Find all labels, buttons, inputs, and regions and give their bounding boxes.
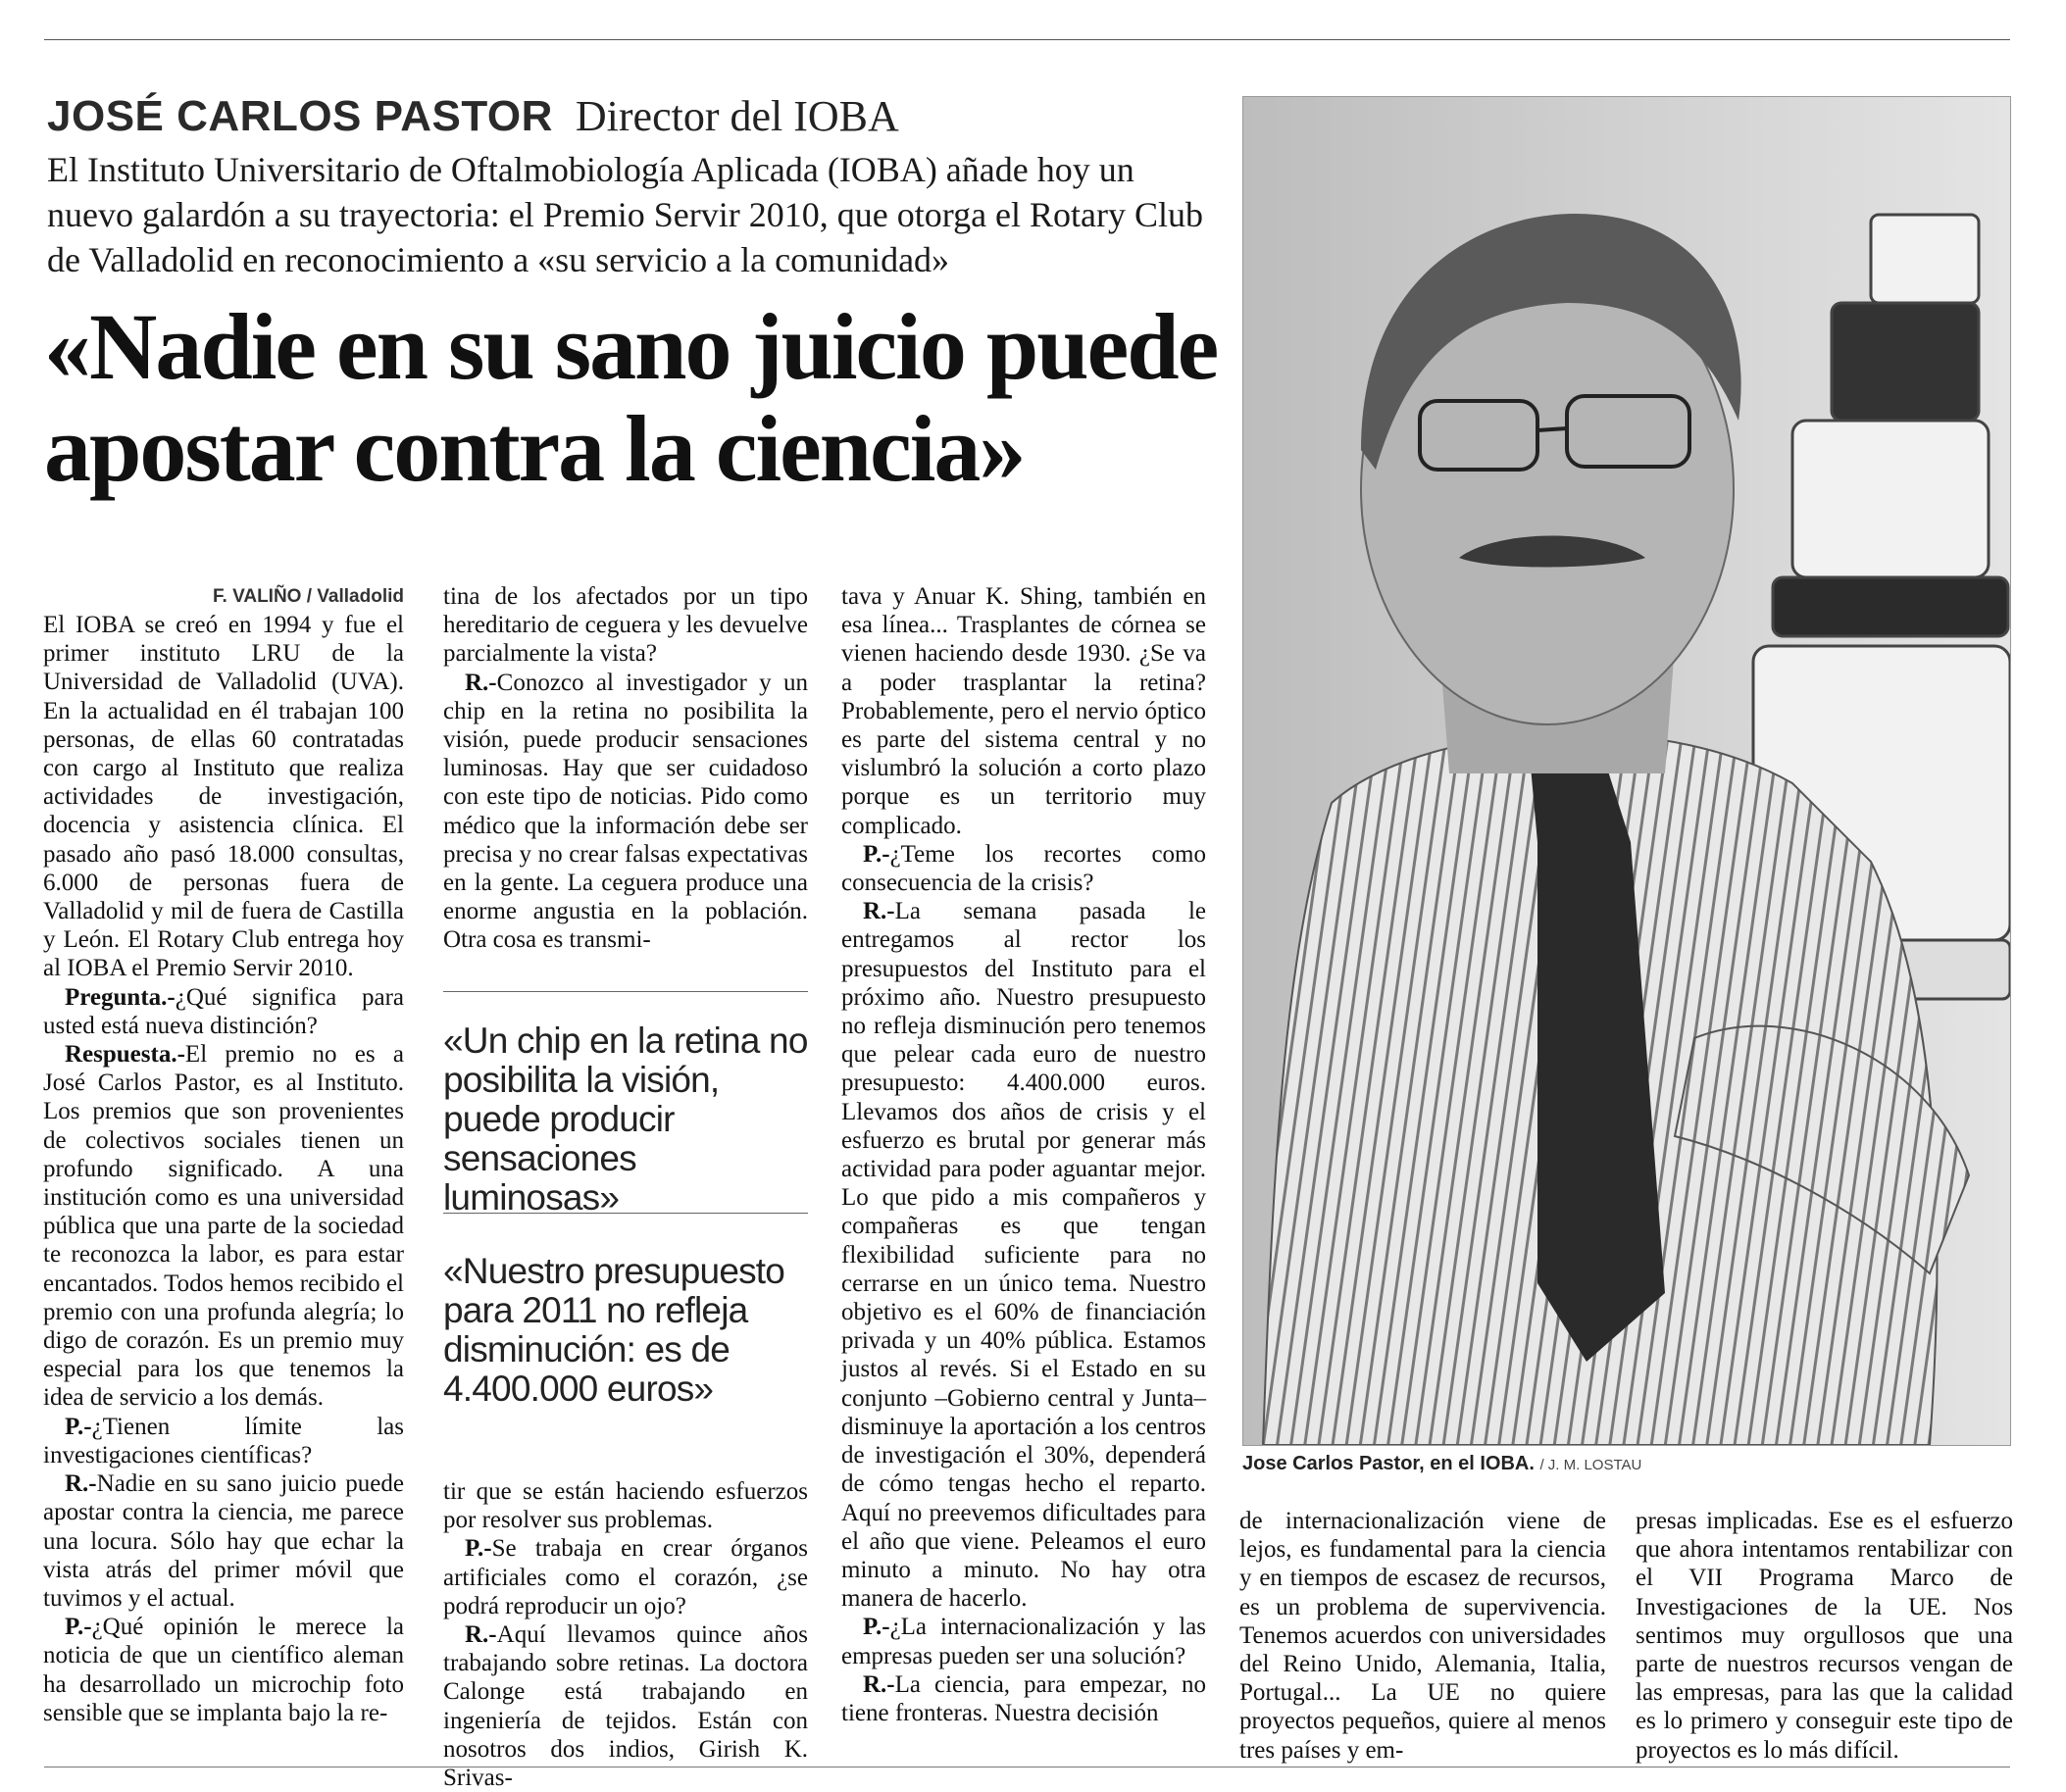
question — [443, 1534, 808, 1620]
answer-text: Nadie en su sano juicio puede apostar contra la ciencia, me parece una locura. Sólo hay que echar la vista atrás del primer móvil que tuvimos y el actual. — [43, 1470, 404, 1612]
column-4 — [1239, 1507, 1606, 1765]
answer-text: La semana pasada le entregamos al rector los presupuestos del Instituto para el próximo año. Nuestro presupuesto no refleja disminución pero tenemos que pelear cada euro de nuestro presupuesto: 4.400.000 euros. Llevamos dos años de crisis y el esfuerzo es brutal por generar más actividad para poder aguantar mejor. Lo que pido a mis compañeros y compañeras es que tengan flexibilidad suficiente para no cerrarse en un único tema. Nuestro objetivo es el 60% de financiación privada y un 40% pública. Estamos justos al revés. Si el Estado en su conjunto –Gobierno central y Junta– disminuye la aportación a los centros de investigación el 30%, dependerá de cómo tengas hecho el reparto. Aquí no preevemos dificultades para el año que viene. Peleamos el euro minuto a minuto. No hay otra manera de hacerlo. — [841, 898, 1206, 1613]
question — [43, 983, 404, 1040]
article-header — [47, 90, 1209, 282]
question — [841, 1613, 1206, 1669]
paragraph: tina de los afectados por un tipo hereditario de ceguera y les devuelve parcialmente la vista? — [443, 583, 808, 668]
column-1 — [43, 582, 404, 1727]
pull-quote-rule — [443, 991, 808, 992]
interviewee-role: Director del IOBA — [575, 92, 899, 140]
photo-caption — [1242, 1453, 2009, 1475]
answer-label: R.- — [65, 1470, 97, 1498]
paragraph: tir que se están haciendo esfuerzos por resolver sus problemas. — [443, 1478, 808, 1534]
answer — [841, 897, 1206, 1613]
answer — [43, 1469, 404, 1613]
question-text: ¿Qué opinión le merece la noticia de que un científico aleman ha desarrollado un microchip foto sensible que se implanta bajo la re- — [43, 1614, 404, 1726]
answer-text: El premio no es a José Carlos Pastor, es al Instituto. Los premios que son provenientes de colectivos sociales tienen un profundo significado. A una institución como es una universidad pública que una parte de la sociedad te reconozca la labor, es para estar encantados. Todos hemos recibido el premio con una profunda alegría; lo digo de corazón. Es un premio muy especial para los que tenemos la idea de servicio a los demás. — [43, 1041, 404, 1412]
answer-label: R.- — [863, 898, 895, 925]
caption-text: Jose Carlos Pastor, en el IOBA. — [1242, 1453, 1535, 1474]
question-text: Se trabaja en crear órganos artificiales como el corazón, ¿se podrá reproducir un ojo? — [443, 1535, 808, 1619]
question-text: ¿La internacionalización y las empresas pueden ser una solución? — [841, 1614, 1206, 1669]
portrait-illustration — [1243, 97, 2010, 1445]
answer — [443, 669, 808, 955]
pull-quote-rule — [443, 1213, 808, 1214]
pull-quote-2: «Nuestro presupuesto para 2011 no refleja disminución: es de 4.400.000 euros» — [443, 1251, 785, 1409]
portrait-photo — [1242, 96, 2011, 1446]
question-label: P.- — [65, 1614, 92, 1641]
answer-text: Aquí llevamos quince años trabajando sobre retinas. La doctora Calonge está trabajando en ingeniería de tejidos. Están con nosotros dos indios, Girish K. Srivas- — [443, 1621, 808, 1792]
paragraph: tava y Anuar K. Shing, también en esa línea... Trasplantes de córnea se vienen haciendo desde 1930. ¿Se va a poder trasplantar la retina? Probablemente, pero el nervio óptico es parte del sistema central y no vislumbró la solución a corto plazo porque es un territorio muy complicado. — [841, 583, 1206, 839]
question — [43, 1413, 404, 1469]
paragraph: presas implicadas. Ese es el esfuerzo que ahora intentamos rentabilizar con el VII Programa Marco de Investigaciones de la UE. Nos sentimos muy orgullosos que una parte de nuestros recursos vengan de las empresas, para las que la calidad es lo primero y conseguir este tipo de proyectos es lo más difícil. — [1636, 1508, 2013, 1764]
answer-label: R.- — [863, 1670, 895, 1698]
column-2-continued — [443, 1477, 808, 1792]
question-label: P.- — [465, 1535, 492, 1563]
answer — [43, 1040, 404, 1413]
question-text: ¿Teme los recortes como consecuencia de la crisis? — [841, 840, 1206, 897]
headline: «Nadie en su sano juicio puede apostar contra la ciencia» — [44, 294, 1218, 501]
question-label: P.- — [65, 1413, 92, 1440]
photo-credit: / J. M. LOSTAU — [1539, 1457, 1642, 1473]
column-3 — [841, 582, 1206, 1727]
pull-quote-1: «Un chip en la retina no posibilita la visión, puede producir sensaciones luminosas» — [443, 1020, 808, 1218]
question-label: Pregunta.- — [65, 983, 176, 1011]
interviewee-name: JOSÉ CARLOS PASTOR — [47, 92, 553, 140]
column-2 — [443, 582, 808, 955]
question-text: ¿Qué significa para usted está nueva distinción? — [43, 983, 404, 1039]
column-5 — [1636, 1507, 2013, 1765]
answer — [841, 1670, 1206, 1727]
answer-text: Conozco al investigador y un chip en la retina no posibilita la visión, puede producir sensaciones luminosas. Hay que ser cuidadoso con este tipo de noticias. Pido como médico que la información debe ser precisa y no crear falsas expectativas en la gente. La ceguera produce una enorme angustia en la población. Otra cosa es transmi- — [443, 669, 808, 954]
answer-label: R.- — [465, 1621, 497, 1649]
paragraph: El IOBA se creó en 1994 y fue el primer instituto LRU de la Universidad de Valladolid (UVA). En la actualidad en él trabajan 100 personas, de ellas 60 contratadas con cargo al Instituto que realiza actividades de investigación, docencia y asistencia clínica. El pasado año pasó 18.000 consultas, 6.000 de personas fuera de Valladolid y mil de fuera de Castilla y León. El Rotary Club entrega hoy al IOBA el Premio Servir 2010. — [43, 612, 404, 982]
answer-label: Respuesta.- — [65, 1041, 185, 1069]
paragraph: de internacionalización viene de lejos, es fundamental para la ciencia y en tiempos de escasez de recursos, es un problema de supervivencia. Tenemos acuerdos con universidades del Reino Unido, Alemania, Italia, Portugal... La UE no quiere proyectos pequeños, quiere al menos tres países y em- — [1239, 1508, 1606, 1764]
top-rule — [44, 39, 2010, 40]
question — [43, 1613, 404, 1727]
kicker — [47, 90, 1209, 143]
question-label: P.- — [863, 1614, 890, 1641]
intro-text: El Instituto Universitario de Oftalmobiología Aplicada (IOBA) añade hoy un nuevo galardón a su trayectoria: el Premio Servir 2010, que otorga el Rotary Club de Valladolid en reconocimiento a «su servicio a la comunidad» — [47, 150, 1204, 279]
question-label: P.- — [863, 840, 890, 868]
question-text: ¿Tienen límite las investigaciones científicas? — [43, 1413, 404, 1468]
question — [841, 840, 1206, 897]
answer-text: La ciencia, para empezar, no tiene fronteras. Nuestra decisión — [841, 1670, 1206, 1726]
byline: F. VALIÑO / Valladolid — [213, 586, 404, 607]
answer-label: R.- — [465, 669, 497, 696]
